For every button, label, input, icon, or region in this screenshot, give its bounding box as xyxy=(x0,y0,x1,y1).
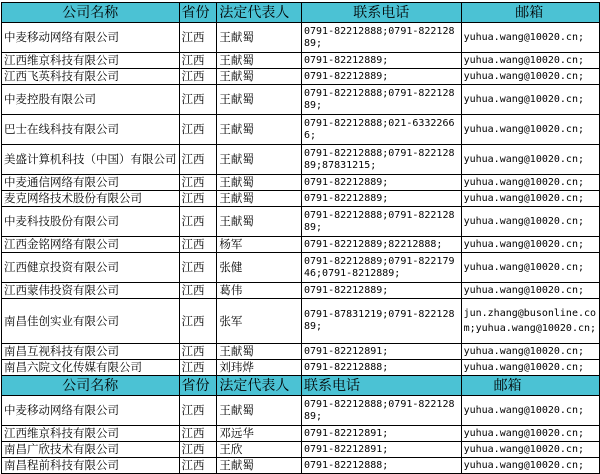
cell-province: 江西 xyxy=(179,283,217,299)
cell-company: 江西飞英科技有限公司 xyxy=(2,69,180,85)
cell-company: 江西健京投资有限公司 xyxy=(2,253,180,283)
header-row xyxy=(2,3,600,23)
cell-rep: 王献蜀 xyxy=(217,69,302,85)
table-row xyxy=(2,426,600,442)
cell-province: 江西 xyxy=(179,396,217,426)
table-row xyxy=(2,23,600,53)
cell-phone: 0791-82212889; xyxy=(301,175,461,191)
cell-province: 江西 xyxy=(179,23,217,53)
cell-email: yuhua.wang@10020.cn; xyxy=(461,396,599,426)
cell-email: yuhua.wang@10020.cn; xyxy=(461,175,599,191)
table-row xyxy=(2,283,600,299)
header-province: 省份 xyxy=(179,376,217,396)
cell-rep: 张军 xyxy=(217,299,302,344)
cell-province: 江西 xyxy=(179,458,217,474)
cell-phone: 0791-82212891; xyxy=(301,426,461,442)
cell-email: yuhua.wang@10020.cn; xyxy=(461,191,599,207)
cell-phone: 0791-82212889;0791-82217946;0791-8212889; xyxy=(301,253,461,283)
cell-company: 江西维京科技有限公司 xyxy=(2,426,180,442)
cell-rep: 张健 xyxy=(217,253,302,283)
cell-company: 中麦科技股份有限公司 xyxy=(2,207,180,237)
cell-company: 江西维京科技有限公司 xyxy=(2,53,180,69)
cell-email: yuhua.wang@10020.cn; xyxy=(461,53,599,69)
cell-rep: 王欣 xyxy=(217,442,302,458)
header-rep: 法定代表人 xyxy=(217,376,302,396)
cell-province: 江西 xyxy=(179,442,217,458)
cell-province: 江西 xyxy=(179,191,217,207)
cell-province: 江西 xyxy=(179,175,217,191)
header-email: 邮箱 xyxy=(461,3,599,23)
cell-phone: 0791-82212889; xyxy=(301,283,461,299)
cell-phone: 0791-82212888; xyxy=(301,360,461,376)
table-row xyxy=(2,145,600,175)
cell-phone: 0791-82212889;82212888; xyxy=(301,237,461,253)
table-row xyxy=(2,53,600,69)
cell-rep: 邓远华 xyxy=(217,426,302,442)
table-row xyxy=(2,442,600,458)
cell-company: 南昌广欣技术有限公司 xyxy=(2,442,180,458)
cell-rep: 刘玮烨 xyxy=(217,360,302,376)
cell-province: 江西 xyxy=(179,69,217,85)
header-row xyxy=(2,376,600,396)
cell-company: 江西金铭网络有限公司 xyxy=(2,237,180,253)
cell-phone: 0791-82212888;0791-82212889; xyxy=(301,396,461,426)
cell-email: yuhua.wang@10020.cn; xyxy=(461,69,599,85)
cell-phone: 0791-82212891; xyxy=(301,344,461,360)
cell-company: 麦克网络技术股份有限公司 xyxy=(2,191,180,207)
table-row xyxy=(2,299,600,344)
table-row xyxy=(2,175,600,191)
cell-phone: 0791-82212889; xyxy=(301,53,461,69)
cell-phone: 0791-82212888;0791-82212889; xyxy=(301,23,461,53)
cell-email: yuhua.wang@10020.cn; xyxy=(461,344,599,360)
cell-phone: 0791-82212889; xyxy=(301,69,461,85)
cell-company: 南昌互视科技有限公司 xyxy=(2,344,180,360)
cell-province: 江西 xyxy=(179,145,217,175)
cell-rep: 王献蜀 xyxy=(217,145,302,175)
cell-email: yuhua.wang@10020.cn; xyxy=(461,207,599,237)
cell-company: 中麦控股有限公司 xyxy=(2,85,180,115)
cell-phone: 0791-82212888;021-63322666; xyxy=(301,115,461,145)
cell-rep: 王献蜀 xyxy=(217,85,302,115)
cell-province: 江西 xyxy=(179,426,217,442)
table-row xyxy=(2,115,600,145)
cell-province: 江西 xyxy=(179,360,217,376)
cell-phone: 0791-82212888;0791-82212889; xyxy=(301,207,461,237)
cell-phone: 0791-82212889; xyxy=(301,191,461,207)
cell-rep: 王献蜀 xyxy=(217,344,302,360)
header-rep: 法定代表人 xyxy=(217,3,302,23)
cell-phone: 0791-82212888; xyxy=(301,458,461,474)
cell-company: 中麦移动网络有限公司 xyxy=(2,23,180,53)
cell-email: yuhua.wang@10020.cn; xyxy=(461,85,599,115)
cell-rep: 王献蜀 xyxy=(217,175,302,191)
cell-province: 江西 xyxy=(179,299,217,344)
cell-company: 美盛计算机科技（中国）有限公司 xyxy=(2,145,180,175)
cell-province: 江西 xyxy=(179,207,217,237)
table-row xyxy=(2,69,600,85)
header-phone: 联系电话 xyxy=(301,376,461,396)
company-contacts-table xyxy=(1,2,600,474)
cell-rep: 王献蜀 xyxy=(217,23,302,53)
cell-rep: 王献蜀 xyxy=(217,207,302,237)
cell-phone: 0791-82212891; xyxy=(301,442,461,458)
table-row xyxy=(2,237,600,253)
header-phone: 联系电话 xyxy=(301,3,461,23)
cell-email: yuhua.wang@10020.cn; xyxy=(461,237,599,253)
cell-province: 江西 xyxy=(179,85,217,115)
cell-company: 中麦通信网络有限公司 xyxy=(2,175,180,191)
header-company: 公司名称 xyxy=(2,376,180,396)
cell-email: yuhua.wang@10020.cn; xyxy=(461,360,599,376)
cell-email: yuhua.wang@10020.cn; xyxy=(461,442,599,458)
cell-province: 江西 xyxy=(179,53,217,69)
cell-province: 江西 xyxy=(179,253,217,283)
cell-email: yuhua.wang@10020.cn; xyxy=(461,283,599,299)
cell-email: jun.zhang@busonline.com;yuhua.wang@10020.cn; xyxy=(461,299,599,344)
cell-phone: 0791-87831219;0791-82212889; xyxy=(301,299,461,344)
cell-company: 中麦移动网络有限公司 xyxy=(2,396,180,426)
cell-company: 南昌佳创实业有限公司 xyxy=(2,299,180,344)
cell-rep: 王献蜀 xyxy=(217,115,302,145)
cell-rep: 王献蜀 xyxy=(217,53,302,69)
cell-company: 巴士在线科技有限公司 xyxy=(2,115,180,145)
cell-company: 南昌程前科技有限公司 xyxy=(2,458,180,474)
table-row xyxy=(2,85,600,115)
cell-email: yuhua.wang@10020.cn; xyxy=(461,23,599,53)
cell-rep: 王献蜀 xyxy=(217,458,302,474)
header-company: 公司名称 xyxy=(2,3,180,23)
table-row xyxy=(2,191,600,207)
cell-phone: 0791-82212888;0791-82212889; xyxy=(301,85,461,115)
table-row xyxy=(2,458,600,474)
table-row xyxy=(2,396,600,426)
cell-rep: 王献蜀 xyxy=(217,396,302,426)
table-row xyxy=(2,207,600,237)
cell-email: yuhua.wang@10020.cn; xyxy=(461,458,599,474)
cell-phone: 0791-82212888;0791-82212889;87831215; xyxy=(301,145,461,175)
cell-company: 南昌六院文化传媒有限公司 xyxy=(2,360,180,376)
header-province: 省份 xyxy=(179,3,217,23)
cell-email: yuhua.wang@10020.cn; xyxy=(461,426,599,442)
cell-rep: 葛伟 xyxy=(217,283,302,299)
cell-rep: 杨军 xyxy=(217,237,302,253)
cell-company: 江西蒙伟投资有限公司 xyxy=(2,283,180,299)
cell-email: yuhua.wang@10020.cn; xyxy=(461,145,599,175)
cell-email: yuhua.wang@10020.cn; xyxy=(461,115,599,145)
cell-province: 江西 xyxy=(179,115,217,145)
cell-rep: 王献蜀 xyxy=(217,191,302,207)
header-email: 邮箱 xyxy=(461,376,599,396)
cell-province: 江西 xyxy=(179,237,217,253)
cell-province: 江西 xyxy=(179,344,217,360)
table-row xyxy=(2,344,600,360)
cell-email: yuhua.wang@10020.cn; xyxy=(461,253,599,283)
table-row xyxy=(2,360,600,376)
table-row xyxy=(2,253,600,283)
